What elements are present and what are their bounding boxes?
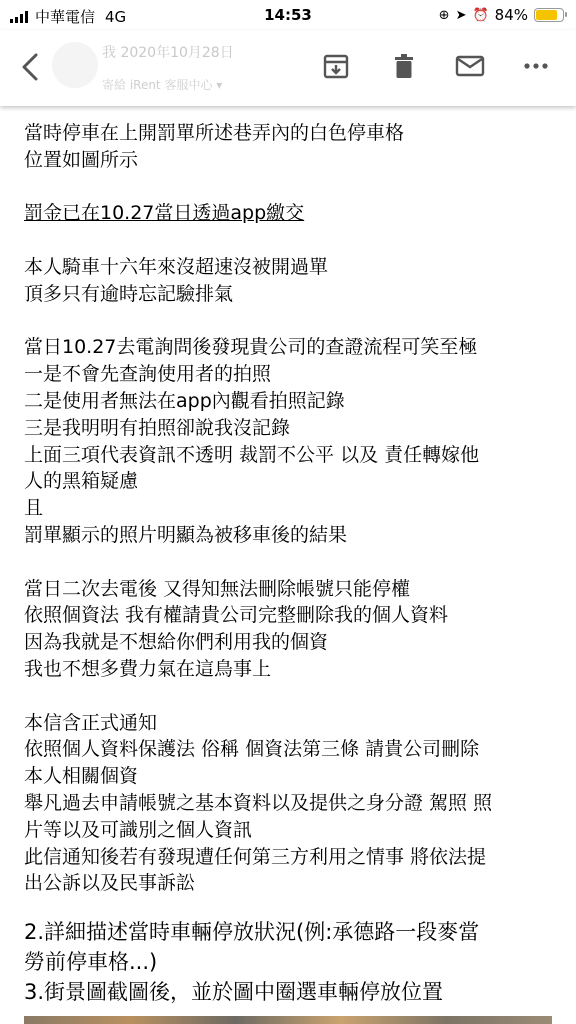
delete-button[interactable] (388, 50, 420, 82)
battery-percent: 84% (494, 6, 528, 24)
mail-button[interactable] (454, 50, 486, 82)
body-line: 當日二次去電後 又得知無法刪除帳號只能停權 (24, 577, 411, 600)
body-line-underlined: 罰金已在10.27當日透過app繳交 (24, 202, 305, 225)
body-line: 二是使用者無法在app內觀看拍照記錄 (24, 389, 345, 412)
quoted-instructions (24, 917, 564, 1007)
rotation-lock-icon: ⊕ (438, 7, 450, 23)
message-toolbar (0, 30, 576, 106)
recipient-line[interactable]: 寄給 iRent 客服中心 ▾ (102, 78, 223, 92)
attached-photo[interactable] (24, 1016, 552, 1024)
back-button[interactable] (14, 50, 48, 84)
alarm-icon: ⏰ (472, 7, 489, 23)
body-line: 一是不會先查詢使用者的拍照 (24, 363, 272, 386)
body-line: 因為我就是不想給你們利用我的個資 (24, 631, 329, 654)
trash-icon (390, 52, 418, 80)
clock: 14:53 (264, 6, 312, 24)
body-line: 3.街景圖截圖後，並於圖中圈選車輛停放位置 (24, 980, 444, 1005)
body-line: 出公訴以及民事訴訟 (24, 872, 196, 895)
body-line: 此信通知後若有發現遭任何第三方利用之情事 將依法提 (24, 845, 487, 868)
mail-icon (455, 52, 485, 80)
more-button[interactable] (520, 50, 552, 82)
body-line: 本人相關個資 (24, 765, 139, 788)
body-line: 舉凡過去申請帳號之基本資料以及提供之身分證 駕照 照 (24, 791, 493, 814)
body-line: 人的黑箱疑慮 (24, 470, 139, 493)
body-line: 頂多只有逾時忘記驗排氣 (24, 282, 234, 305)
sender-line: 我 2020年10月28日 (102, 45, 234, 61)
location-icon: ➤ (455, 7, 467, 23)
archive-button[interactable] (320, 50, 352, 82)
body-line: 片等以及可識別之個人資訊 (24, 818, 253, 841)
body-line: 本人騎車十六年來沒超速沒被開過單 (24, 255, 329, 278)
body-line: 2.詳細描述當時車輛停放狀況(例:承德路一段麥當 (24, 920, 480, 945)
more-horizontal-icon (522, 52, 550, 80)
status-bar (0, 0, 576, 30)
battery-icon (534, 8, 564, 22)
body-line: 上面三項代表資訊不透明 裁罰不公平 以及 責任轉嫁他 (24, 443, 480, 466)
archive-icon (322, 52, 350, 80)
body-line: 依照個資法 我有權請貴公司完整刪除我的個人資料 (24, 604, 449, 627)
carrier-label: 中華電信 (35, 8, 96, 26)
body-line: 當時停車在上開罰單所述巷弄內的白色停車格 (24, 122, 405, 144)
avatar (52, 42, 98, 88)
body-line: 依照個人資料保護法 俗稱 個資法第三條 請貴公司刪除 (24, 738, 480, 761)
chevron-left-icon (14, 50, 48, 84)
body-line: 三是我明明有拍照卻說我沒記錄 (24, 416, 291, 439)
status-right (439, 6, 564, 24)
body-line: 位置如圖所示 (24, 148, 139, 171)
message-body (24, 120, 564, 1007)
body-line: 當日10.27去電詢問後發現貴公司的查證流程可笑至極 (24, 336, 478, 359)
network-label: 4G (105, 7, 127, 26)
body-line: 且 (24, 497, 44, 520)
body-line: 本信含正式通知 (24, 711, 158, 734)
body-line: 勞前停車格...) (24, 950, 158, 975)
body-line: 我也不想多費力氣在這鳥事上 (24, 657, 272, 680)
body-line: 罰單顯示的照片明顯為被移車後的結果 (24, 523, 348, 546)
